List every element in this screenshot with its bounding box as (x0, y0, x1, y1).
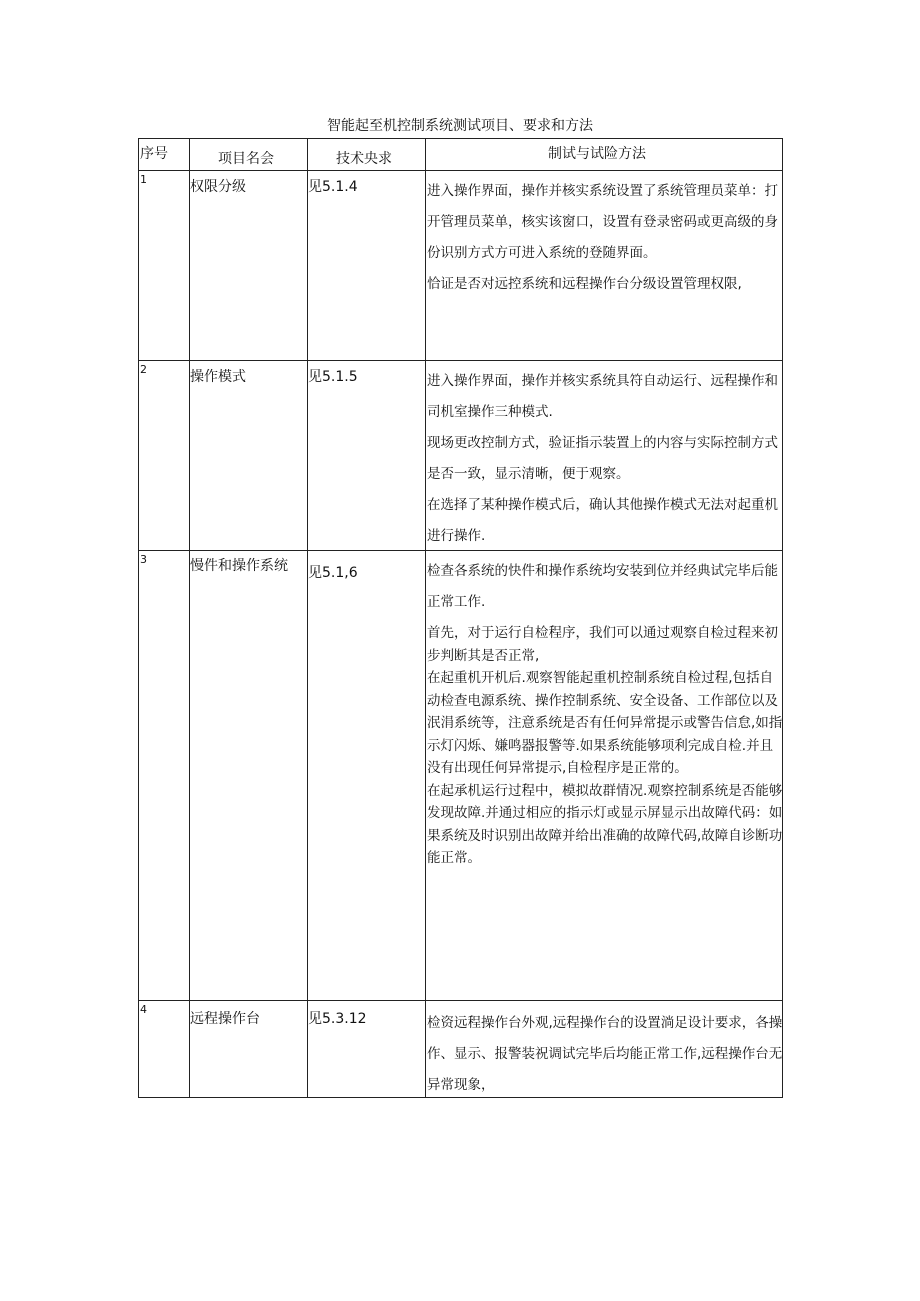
row-item-name: 慢件和操作系统 (190, 558, 288, 574)
row-item-name: 权限分级 (190, 179, 246, 195)
row-requirement: 见5.1,6 (308, 565, 358, 581)
test-items-table (138, 138, 783, 1098)
row-requirement: 见5.1.4 (308, 179, 358, 195)
row-index: 1 (140, 173, 147, 186)
header-requirement: 技术央求 (336, 151, 392, 167)
table-border-top (138, 138, 783, 139)
method-paragraph: 现场更改控制方式，验证指示装置上的内容与实际控制方式是否一致，显示清晰，便于观察。 (427, 435, 778, 482)
row-divider (138, 360, 783, 361)
method-paragraph: 在选择了某种操作模式后，确认其他操作模式无法对起重机进行操作. (427, 497, 778, 544)
row-method (427, 176, 783, 300)
row-requirement: 见5.1.5 (308, 369, 358, 385)
method-paragraph: 检查各系统的快件和操作系统均安装到位并经典试完毕后能正常工作. (427, 563, 778, 610)
method-paragraph: 在起重机开机后.观察智能起重机控制系统自检过程,包括自动检查电源系统、操作控制系统、安全设备、工作部位以及泯涓系统等，注意系统是否有任何异常提示或警告信怠,如指示灯闪烁、嫌鸣器报警等.如果系统能够项利完成自检.并且没有出现任何异常提示,自检程序是正常的。 (427, 670, 783, 776)
method-paragraph: 进入操作界面，操作并核实系统具符自动运行、远程操作和司机室操作三种模式. (427, 373, 778, 420)
row-index: 3 (140, 553, 147, 566)
row-method (427, 556, 783, 870)
row-item-name: 操作模式 (190, 369, 246, 385)
header-divider (138, 170, 783, 171)
column-divider (189, 138, 190, 1098)
row-index: 4 (140, 1003, 147, 1016)
method-paragraph: 在起承机运行过程中，模拟故群情况.观察控制系统是否能够发现故障.并通过相应的指示灯或显示屏显示出故障代码：如果系统及时识别出故障并给出准确的故障代码,故障自诊断功能正常。 (427, 782, 783, 866)
column-divider (425, 138, 426, 1098)
table-border-left (138, 138, 139, 1098)
header-method: 制试与试险方法 (548, 146, 646, 162)
header-index: 序号 (140, 146, 168, 162)
method-paragraph: 进入操作界面，操作并核实系统设置了系统管理员菜单：打开管理员菜单，核实该窗口，设置有登录密码或更高级的身份识别方式方可进入系统的登随界面。 (427, 183, 778, 261)
method-paragraph: 首先，对于运行自检程序，我们可以通过观察自检过程来初步判断其是否正常, (427, 625, 778, 664)
method-paragraph: 检资远程操作台外观,远程操作台的设置淌足设计要求，各操作、显示、报警装祝调试完毕后均能正常工作,远程操作台无异常现象， (427, 1015, 783, 1093)
document-title: 智能起至机控制系统测试项目、要求和方法 (327, 118, 593, 134)
row-method (427, 366, 783, 552)
row-divider (138, 1000, 783, 1001)
row-requirement: 见5.3.12 (308, 1011, 367, 1027)
header-name: 项目名会 (218, 151, 274, 167)
row-method (427, 1008, 783, 1101)
column-divider (307, 138, 308, 1098)
row-item-name: 远程操作台 (190, 1011, 260, 1027)
row-index: 2 (140, 363, 147, 376)
method-paragraph: 恰证是否对远控系统和远程操作台分级设置管理权限, (427, 276, 742, 292)
